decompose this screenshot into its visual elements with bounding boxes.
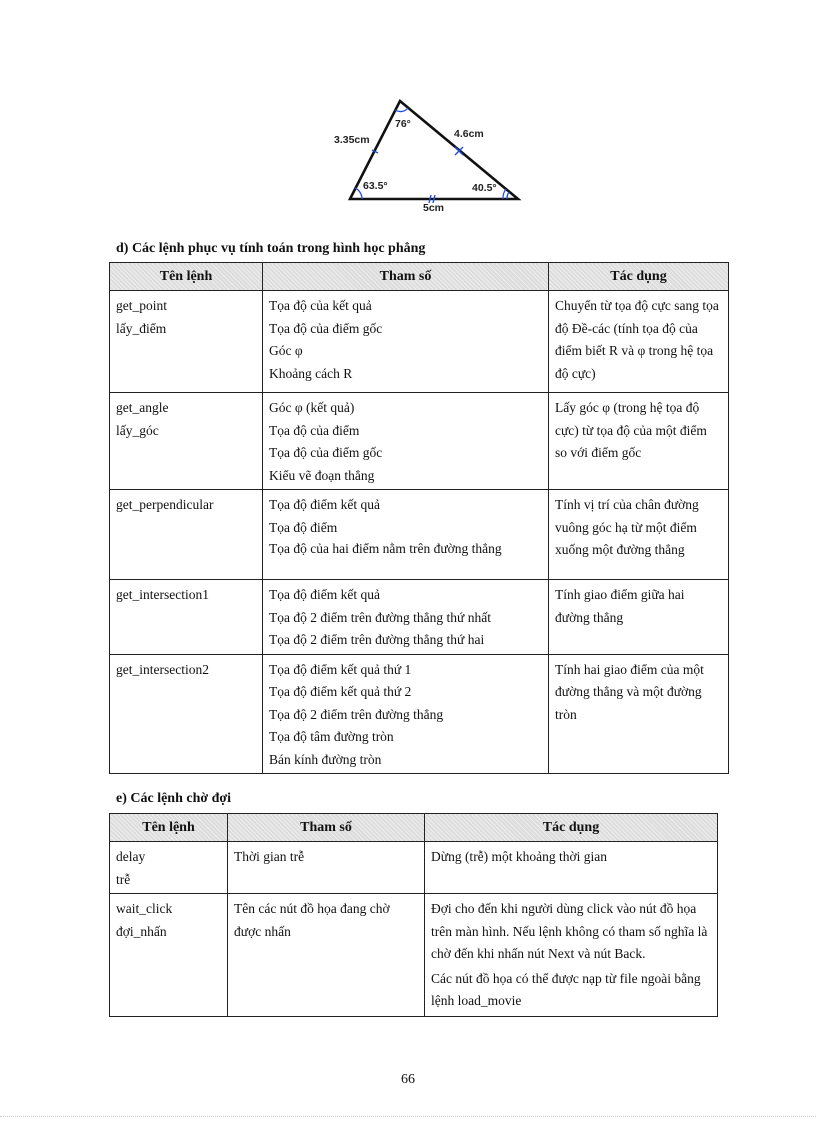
effect-cell: Tính giao điểm giữa hai đường thẳng xyxy=(549,580,729,655)
effect-paragraph: Đợi cho đến khi người dùng click vào nút đồ họa trên màn hình. Nếu lệnh không có tham số nghĩa là chờ đến khi nhấn nút Next và nút Back. xyxy=(431,901,708,961)
command-name: get_intersection2 xyxy=(116,661,209,677)
table-row xyxy=(110,393,729,490)
header-parameters: Tham số xyxy=(228,814,425,842)
param-item: Tọa độ 2 điểm trên đường thẳng xyxy=(269,706,444,722)
param-item: Khoảng cách R xyxy=(269,365,353,381)
header-command-name: Tên lệnh xyxy=(110,263,263,291)
param-item: Tọa độ điểm kết quả thứ 1 xyxy=(269,661,412,677)
table-row xyxy=(110,490,729,580)
header-command-name: Tên lệnh xyxy=(110,814,228,842)
params-cell xyxy=(263,393,549,490)
command-name: get_perpendicular xyxy=(116,497,214,512)
effect-paragraph: Các nút đồ họa có thể được nạp từ file ngoài bằng lệnh load_movie xyxy=(431,970,701,1008)
wait-commands-table xyxy=(109,813,718,1017)
param-item: Bán kính đường tròn xyxy=(269,751,382,767)
param-item: Tọa độ 2 điểm trên đường thẳng thứ hai xyxy=(269,632,485,647)
label-side-left: 3.35cm xyxy=(334,134,370,146)
label-angle-top: 76° xyxy=(395,118,411,130)
params-cell xyxy=(263,654,549,774)
param-item: Tọa độ điểm kết quả xyxy=(269,587,380,602)
angle-arc-right-outer xyxy=(503,189,506,199)
command-name-cell xyxy=(110,654,263,774)
table-header-row xyxy=(110,263,729,291)
label-angle-right: 40.5° xyxy=(472,182,497,194)
param-item: Tọa độ điểm kết quả thứ 2 xyxy=(269,684,412,699)
effect-cell xyxy=(425,894,718,1017)
command-name: wait_click xyxy=(116,901,173,916)
command-name: get_angle xyxy=(116,400,169,415)
section-e-heading: e) Các lệnh chờ đợi xyxy=(116,791,232,806)
param-item: Tọa độ điểm kết quả xyxy=(269,497,380,512)
section-d-heading: d) Các lệnh phục vụ tính toán trong hình học phẳng xyxy=(116,241,426,256)
effect-cell: Lấy góc φ (trong hệ tọa độ cực) từ tọa độ của một điểm so với điểm gốc xyxy=(549,393,729,490)
table-row xyxy=(110,580,729,655)
command-name-cell xyxy=(110,894,228,1017)
command-alias: trễ xyxy=(116,871,131,887)
param-item: Tọa độ điểm xyxy=(269,519,338,535)
params-cell: Thời gian trễ xyxy=(228,842,425,894)
param-item: Tọa độ tâm đường tròn xyxy=(269,729,394,744)
table-header-row xyxy=(110,814,718,842)
param-item: Kiểu vẽ đoạn thẳng xyxy=(269,467,375,483)
table-row xyxy=(110,654,729,774)
param-item: Tọa độ của điểm gốc xyxy=(269,445,383,460)
page-bottom-divider xyxy=(0,1116,816,1117)
command-name-cell xyxy=(110,291,263,393)
label-side-bottom: 5cm xyxy=(423,202,445,214)
page-number: 66 xyxy=(401,1072,415,1087)
command-alias: lấy_điểm xyxy=(116,320,167,336)
table-row xyxy=(110,291,729,393)
triangle-figure xyxy=(328,96,528,218)
header-parameters: Tham số xyxy=(263,263,549,291)
effect-cell: Tính hai giao điểm của một đường thẳng và một đường tròn xyxy=(549,654,729,774)
param-item: Tọa độ của điểm xyxy=(269,422,360,438)
effect-cell: Tính vị trí của chân đường vuông góc hạ từ một điểm xuống một đường thẳng xyxy=(549,490,729,580)
param-item: Tọa độ của hai điểm nằm trên đường thẳng xyxy=(269,541,502,556)
param-item: Góc φ (kết quả) xyxy=(269,400,355,415)
command-name: get_intersection1 xyxy=(116,587,209,602)
param-item: Tọa độ của điểm gốc xyxy=(269,320,383,336)
header-effect: Tác dụng xyxy=(549,263,729,291)
command-name: delay xyxy=(116,849,146,864)
command-name-cell xyxy=(110,580,263,655)
command-name-cell xyxy=(110,842,228,894)
params-cell xyxy=(263,490,549,580)
command-name-cell xyxy=(110,490,263,580)
effect-cell: Chuyển từ tọa độ cực sang tọa độ Đề-các (tính tọa độ của điểm biết R và φ trong hệ tọa độ cực) xyxy=(549,291,729,393)
params-cell xyxy=(263,580,549,655)
command-alias: đợi_nhấn xyxy=(116,923,167,939)
command-name: get_point xyxy=(116,298,167,313)
command-alias: lấy_góc xyxy=(116,422,159,438)
table-row xyxy=(110,894,718,1017)
table-row xyxy=(110,842,718,894)
param-item: Tọa độ 2 điểm trên đường thẳng thứ nhất xyxy=(269,609,491,625)
command-name-cell xyxy=(110,393,263,490)
label-side-right: 4.6cm xyxy=(454,128,484,140)
param-item: Tọa độ của kết quả xyxy=(269,298,372,313)
label-angle-left: 63.5° xyxy=(363,180,388,192)
effect-cell: Dừng (trễ) một khoảng thời gian xyxy=(425,842,718,894)
params-cell xyxy=(263,291,549,393)
param-item: Góc φ xyxy=(269,343,303,358)
header-effect: Tác dụng xyxy=(425,814,718,842)
geometry-commands-table xyxy=(109,262,729,774)
params-cell: Tên các nút đồ họa đang chờ được nhấn xyxy=(228,894,425,1017)
